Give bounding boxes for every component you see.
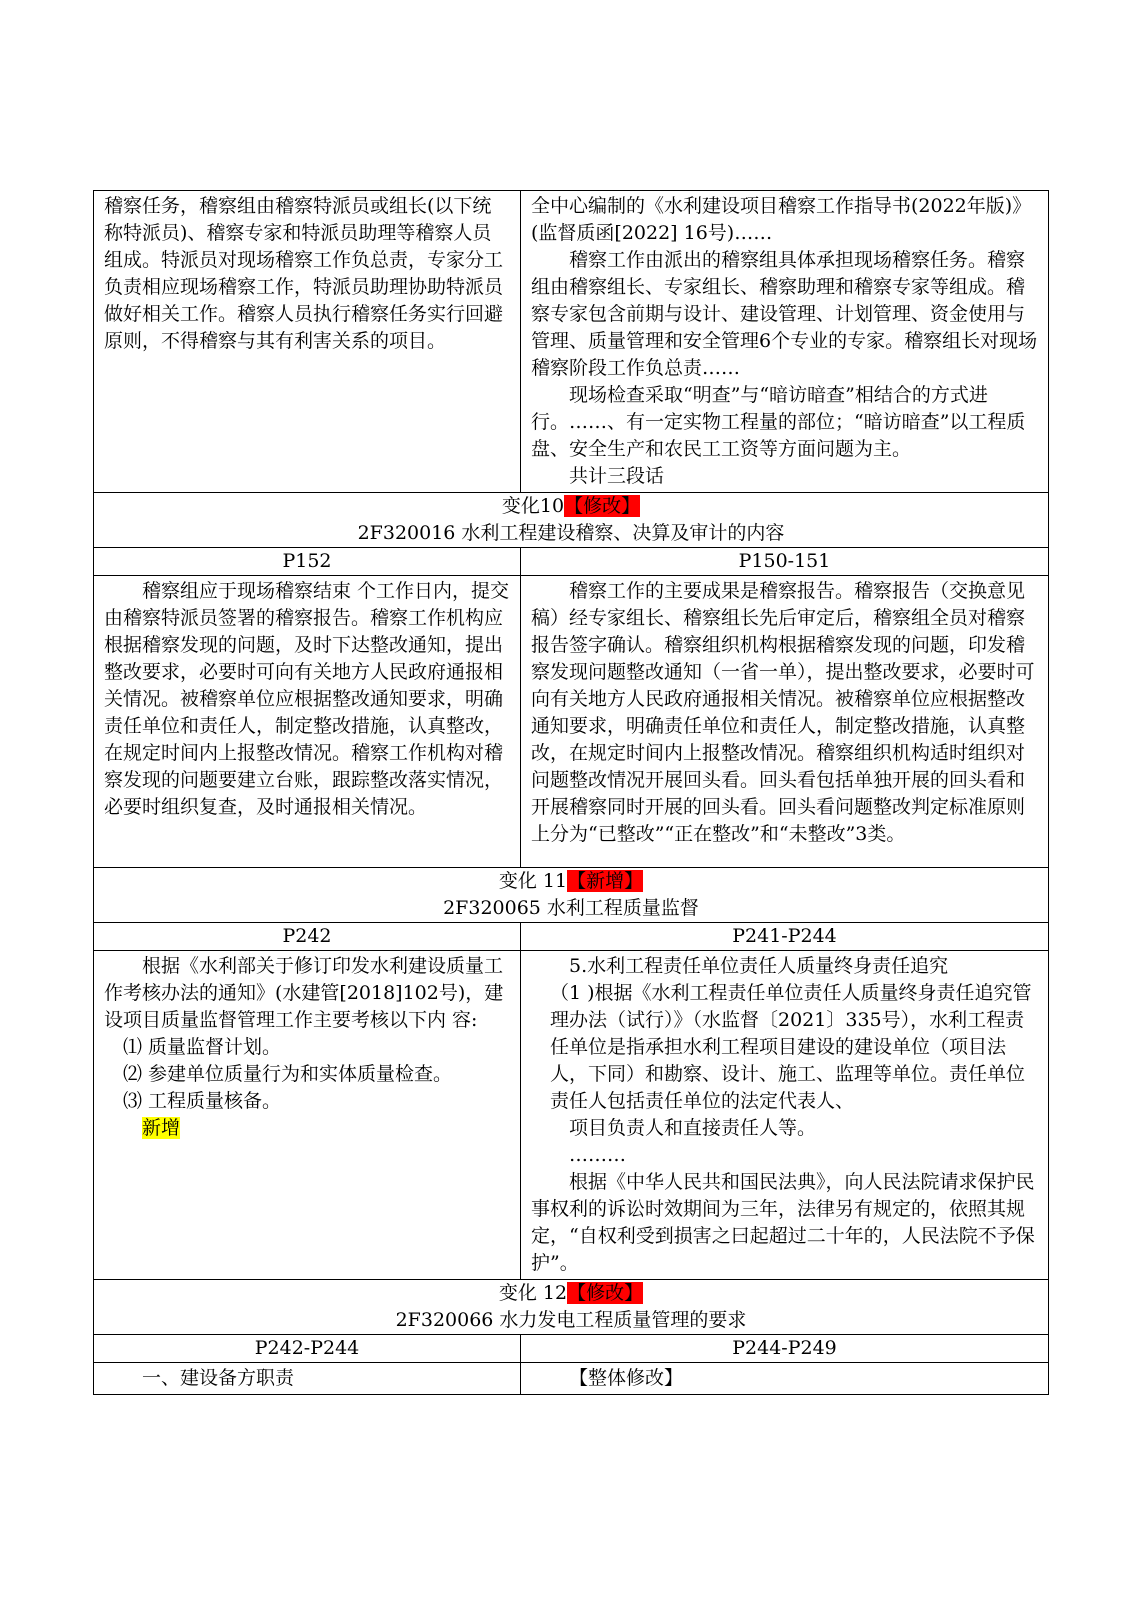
new-page-ref: P150-151: [521, 548, 1049, 576]
change-header-row: [94, 1280, 1049, 1335]
old-text-cell: [94, 191, 521, 493]
page-ref-row: [94, 548, 1049, 576]
new-marker: 新增: [142, 1117, 181, 1139]
comparison-table: [93, 190, 1049, 1395]
table-row: [94, 191, 1049, 493]
old-text-cell: [94, 951, 521, 1280]
new-text-cell: [521, 191, 1049, 493]
section-subtitle: 2F320016 水利工程建设稽察、决算及审计的内容: [357, 522, 785, 544]
new-paragraph: 项目负责人和直接责任人等。: [569, 1117, 817, 1139]
new-heading: 5.水利工程责任单位责任人质量终身责任追究: [569, 955, 949, 977]
change-header-row: [94, 868, 1049, 923]
change-tag: 【新增】: [567, 870, 644, 892]
old-paragraph: 一、建设备方职责: [142, 1367, 295, 1389]
old-text-cell: [94, 576, 521, 868]
ellipsis: ………: [569, 1144, 626, 1166]
table-row: [94, 576, 1049, 868]
change-header: [94, 868, 1049, 923]
table-row: [94, 1363, 1049, 1395]
change-title: 变化10: [501, 495, 565, 517]
change-title: 变化 11: [498, 870, 568, 892]
change-tag: 【修改】: [567, 1282, 644, 1304]
page-ref-row: [94, 1335, 1049, 1363]
new-text-cell: [521, 1363, 1049, 1395]
new-paragraph: （1 )根据《水利工程责任单位责任人质量终身责任追究管理办法（试行）》（水监督〔2021〕335号），水利工程责任单位是指承担水利工程项目建设的建设单位（项目法人，下同）和勘察、设计、施工、监理等单位。责任单位责任人包括责任单位的法定代表人、: [550, 982, 1032, 1112]
new-page-ref: P241-P244: [521, 923, 1049, 951]
new-page-ref: P244-P249: [521, 1335, 1049, 1363]
new-paragraph: 共计三段话: [569, 465, 665, 487]
list-item: ⑵ 参建单位质量行为和实体质量检查。: [123, 1063, 453, 1085]
new-text-cell: [521, 576, 1049, 868]
list-item: ⑴ 质量监督计划。: [123, 1036, 282, 1058]
table-row: [94, 951, 1049, 1280]
change-tag: 【修改】: [564, 495, 641, 517]
old-paragraph: 稽察组应于现场稽察结束 个工作日内，提交由稽察特派员签署的稽察报告。稽察工作机构应根据稽察发现的问题，及时下达整改通知，提出整改要求，必要时可向有关地方人民政府通报相关情况。被稽察单位应根据整改通知要求，明确责任单位和责任人，制定整改措施，认真整改，在规定时间内上报整改情况。稽察工作机构对稽察发现的问题要建立台账，跟踪整改落实情况，必要时组织复查，及时通报相关情况。: [104, 580, 510, 818]
new-paragraph: 现场检查采取“明查”与“暗访暗查”相结合的方式进行。……、有一定实物工程量的部位；“暗访暗查”以工程质盘、安全生产和农民工工资等方面问题为主。: [531, 384, 1026, 460]
new-paragraph: 【整体修改】: [569, 1367, 684, 1389]
section-subtitle: 2F320066 水力发电工程质量管理的要求: [395, 1309, 747, 1331]
change-header: [94, 493, 1049, 548]
old-text-cell: [94, 1363, 521, 1395]
new-text-cell: [521, 951, 1049, 1280]
new-paragraph: 稽察工作的主要成果是稽察报告。稽察报告（交换意见稿）经专家组长、稽察组长先后审定后，稽察组全员对稽察报告签字确认。稽察组织机构根据稽察发现的问题，印发稽察发现问题整改通知（一省一单），提出整改要求，必要时可向有关地方人民政府通报相关情况。被稽察单位应根据整改通知要求，明确责任单位和责任人，制定整改措施，认真整改，在规定时间内上报整改情况。稽察组织机构适时组织对问题整改情况开展回头看。回头看包括单独开展的回头看和开展稽察同时开展的回头看。回头看问题整改判定标准原则上分为“已整改”“正在整改”和“未整改”3类。: [531, 580, 1035, 845]
new-paragraph: 根据《中华人民共和国民法典》，向人民法院请求保护民事权利的诉讼时效期间为三年，法律另有规定的，依照其规定，“自权利受到损害之曰起超过二十年的，人民法院不予保护”。: [531, 1171, 1035, 1274]
old-page-ref: P242: [94, 923, 521, 951]
new-paragraph: 全中心编制的《水利建设项目稽察工作指导书(2022年版)》(监督质函[2022] 16号)……: [531, 195, 1032, 244]
old-page-ref: P152: [94, 548, 521, 576]
old-paragraph: 稽察任务，稽察组由稽察特派员或组长(以下统称特派员)、稽察专家和特派员助理等稽察人员组成。特派员对现场稽察工作负总责，专家分工负责相应现场稽察工作，特派员助理协助特派员做好相关工作。稽察人员执行稽察任务实行回避原则，不得稽察与其有利害关系的项目。: [104, 195, 504, 352]
new-paragraph: 稽察工作由派出的稽察组具体承担现场稽察任务。稽察组由稽察组长、专家组长、稽察助理和稽察专家等组成。稽察专家包含前期与设计、建设管理、计划管理、资金使用与管理、质量管理和安全管理6个专业的专家。稽察组长对现场稽察阶段工作负总责……: [531, 249, 1038, 379]
old-paragraph: 根据《水利部关于修订印发水利建设质量工作考核办法的通知》(水建管[2018]102号)，建设项目质量监督管理工作主要考核以下内 容:: [104, 955, 504, 1031]
page-ref-row: [94, 923, 1049, 951]
change-header: [94, 1280, 1049, 1335]
change-title: 变化 12: [498, 1282, 568, 1304]
list-item: ⑶ 工程质量核备。: [123, 1090, 282, 1112]
old-page-ref: P242-P244: [94, 1335, 521, 1363]
change-header-row: [94, 493, 1049, 548]
section-subtitle: 2F320065 水利工程质量监督: [443, 897, 699, 919]
